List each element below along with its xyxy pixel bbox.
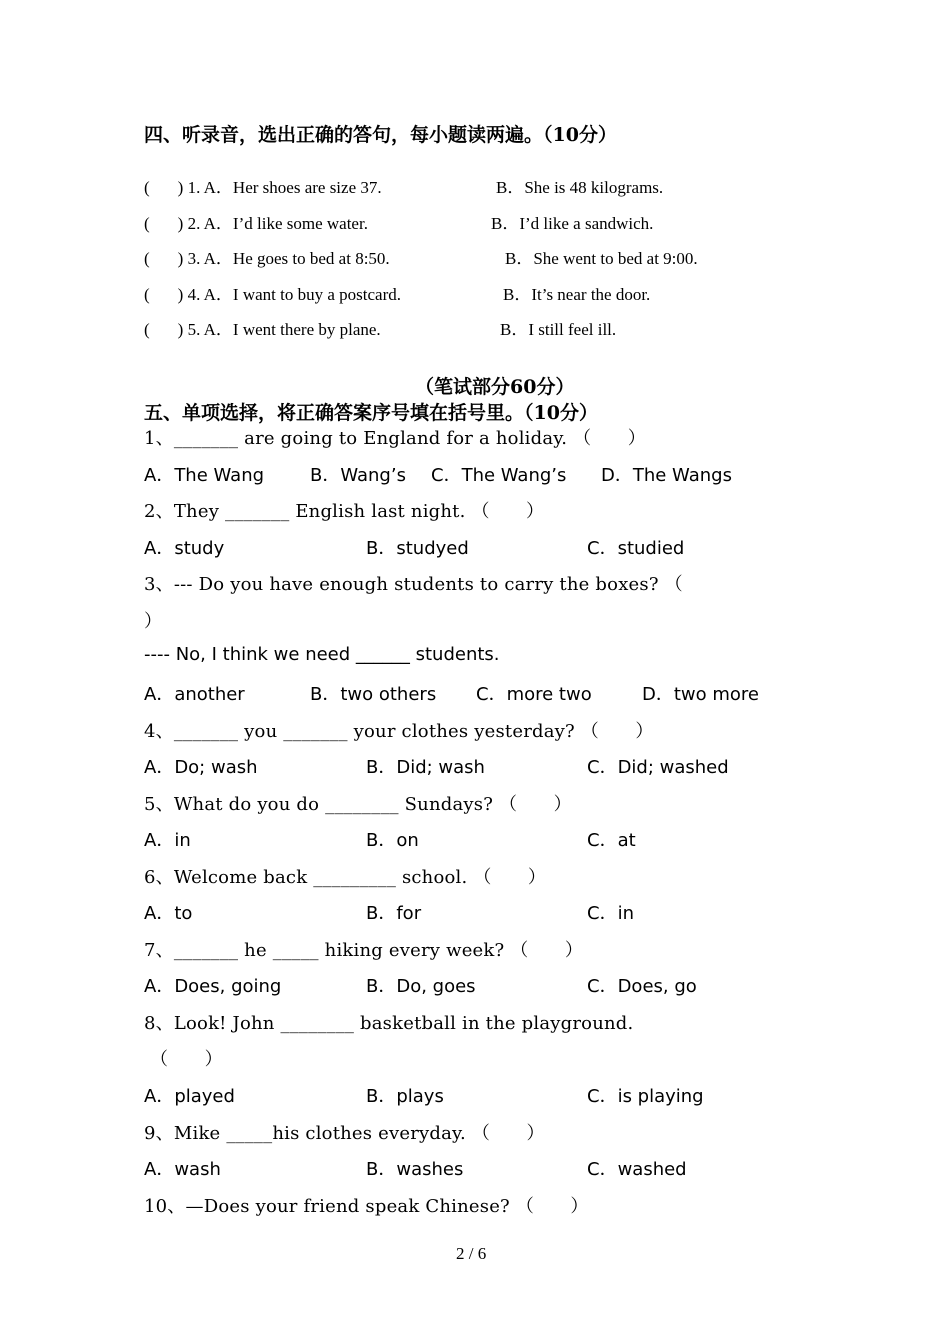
q2-option-c: C．studied — [587, 538, 685, 559]
option-b: B．I still feel ill. — [500, 320, 617, 339]
answer-paren-open: ( — [144, 285, 150, 304]
question-1: 1、_______ are going to England for a holiday. （ ） — [144, 428, 646, 449]
item-number: 5. — [187, 320, 201, 339]
option-a: A．Her shoes are size 37. — [203, 178, 382, 197]
list-item — [144, 244, 390, 269]
option-a: A．I’d like some water. — [203, 214, 368, 233]
q8-option-c: C．is playing — [587, 1086, 704, 1107]
q3-option-a: A．another — [144, 684, 245, 705]
q3-option-b: B．two others — [310, 684, 437, 705]
q7-option-a: A．Does, going — [144, 976, 282, 997]
question-4: 4、_______ you _______ your clothes yesterday? （ ） — [144, 721, 654, 742]
answer-paren-close: ) — [177, 214, 184, 233]
option-b: B．It’s near the door. — [503, 285, 651, 304]
answer-paren-close: ) — [177, 249, 184, 268]
q9-option-b: B．washes — [366, 1159, 464, 1180]
option-a: A．I want to buy a postcard. — [203, 285, 401, 304]
answer-paren-open: ( — [144, 249, 150, 268]
q3-option-d: D．two more — [642, 684, 759, 705]
list-item — [144, 209, 368, 234]
question-3-cont: ） — [144, 611, 163, 632]
q2-option-a: A．study — [144, 538, 225, 559]
question-3: 3、--- Do you have enough students to carry the boxes? （ — [144, 574, 683, 595]
question-3-reply: ---- No, I think we need ______ students. — [144, 644, 500, 665]
q5-option-a: A．in — [144, 830, 191, 851]
item-number: 4. — [187, 285, 201, 304]
question-9: 9、Mike _____his clothes everyday. （ ） — [144, 1123, 545, 1144]
answer-paren-close: ) — [177, 285, 184, 304]
q7-option-c: C．Does, go — [587, 976, 697, 997]
q6-option-b: B．for — [366, 903, 422, 924]
option-a: A．I went there by plane. — [203, 320, 381, 339]
q9-option-c: C．washed — [587, 1159, 687, 1180]
q5-option-c: C．at — [587, 830, 636, 851]
option-b: B．She went to bed at 9:00. — [505, 249, 698, 268]
item-number: 3. — [187, 249, 201, 268]
q3-option-c: C．more two — [476, 684, 592, 705]
q4-option-a: A．Do; wash — [144, 757, 258, 778]
list-item — [144, 315, 381, 340]
q6-option-c: C．in — [587, 903, 634, 924]
q4-option-c: C．Did; washed — [587, 757, 729, 778]
answer-paren-close: ) — [177, 320, 184, 339]
q4-option-b: B．Did; wash — [366, 757, 485, 778]
option-a: A．He goes to bed at 8:50. — [203, 249, 390, 268]
answer-paren-open: ( — [144, 214, 150, 233]
q8-option-a: A．played — [144, 1086, 235, 1107]
q8-option-b: B．plays — [366, 1086, 444, 1107]
q7-option-b: B．Do, goes — [366, 976, 476, 997]
question-5: 5、What do you do ________ Sundays? （ ） — [144, 794, 572, 815]
answer-paren-close: ) — [177, 178, 184, 197]
q1-option-d: D．The Wangs — [601, 465, 732, 486]
q1-option-a: A．The Wang — [144, 465, 265, 486]
question-8: 8、Look! John ________ basketball in the playground. — [144, 1013, 634, 1034]
q1-option-c: C．The Wang’s — [431, 465, 567, 486]
written-part-title: （笔试部分60分） — [415, 376, 575, 398]
question-2: 2、They _______ English last night. （ ） — [144, 501, 545, 522]
item-number: 2. — [187, 214, 201, 233]
question-6: 6、Welcome back _________ school. （ ） — [144, 867, 547, 888]
question-10: 10、—Does your friend speak Chinese? （ ） — [144, 1196, 589, 1217]
answer-paren-open: ( — [144, 178, 150, 197]
section5-title: 五、单项选择，将正确答案序号填在括号里。（10分） — [144, 402, 598, 424]
answer-paren-open: ( — [144, 320, 150, 339]
q6-option-a: A．to — [144, 903, 193, 924]
section4-title: 四、听录音，选出正确的答句，每小题读两遍。（10分） — [144, 124, 617, 146]
q9-option-a: A．wash — [144, 1159, 221, 1180]
list-item — [144, 173, 382, 198]
page-number: 2 / 6 — [456, 1244, 487, 1263]
option-b: B．I’d like a sandwich. — [491, 214, 654, 233]
q1-option-b: B．Wang’s — [310, 465, 406, 486]
question-8-cont: （ ） — [150, 1049, 223, 1070]
list-item — [144, 280, 401, 305]
option-b: B．She is 48 kilograms. — [496, 178, 664, 197]
q2-option-b: B．studyed — [366, 538, 469, 559]
question-7: 7、_______ he _____ hiking every week? （ ） — [144, 940, 584, 961]
q5-option-b: B．on — [366, 830, 419, 851]
item-number: 1. — [187, 178, 201, 197]
